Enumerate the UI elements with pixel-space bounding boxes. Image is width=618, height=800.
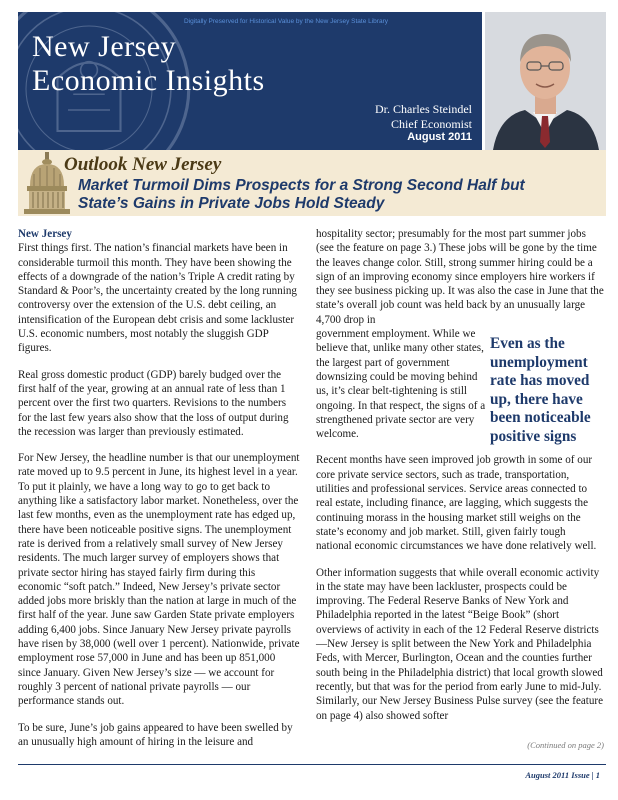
- article-paragraph-narrow: government employment. While we believe that, unlike many other states, the largest part of government downsizing could be moving behind us, it’s clear belt-tightening is still ongoing. In that respect, the signs of a strengthened private sector are very welcome.: [316, 328, 486, 441]
- article-paragraph: Other information suggests that while overall economic activity in the state may have been lackluster, prospects could be improving. The Federal Reserve Banks of New York and Philadelphia reported in the latest “Beige Book” (short overviews of activity in each of the 12 Federal Reserve districts—New Jersey is split between the New York and Philadelphia Feds, with Mercer, Burlington, Ocean and the counties further south being in the Philadelphia district) that local growth slowed recently, but that was for the period from early June to mid-July. Similarly, our New Jersey Business Pulse survey (see the feature on page 4) also showed softer: [316, 566, 604, 722]
- newsletter-title-line-1: New Jersey: [32, 30, 177, 63]
- section-heading: New Jersey: [18, 228, 72, 240]
- outlook-banner: [18, 150, 606, 216]
- footer-issue-label: August 2011 Issue: [525, 770, 590, 780]
- section-kicker: Outlook New Jersey: [64, 154, 222, 175]
- article-paragraph: [316, 227, 604, 327]
- headline-line-2: State’s Gains in Private Jobs Hold Steady: [78, 195, 385, 212]
- article-paragraph: Real gross domestic product (GDP) barely budged over the first half of the year, growing at an annual rate of less than 1 percent over the first two quarters. Revisions to the numbers for the last few years also show that the loss of output during the recession was larger than previously estimated.: [18, 368, 289, 438]
- pull-quote: Even as the unemployment rate has moved up, there have been noticeable positive signs: [490, 335, 591, 445]
- paragraph-text: First things first. The nation’s financial markets have been in considerable turmoil this month. They have been showing the effects of a downgrade of the nation’s Triple A credit rating by Standard & Poor’s, the uncertainty created by the long running controversy over the extension of the U.S. debt ceiling, an intensification of the European debt crisis and some lackluster U.S. economic numbers, most notably the sluggish GDP figures.: [18, 242, 297, 355]
- paragraph-text: hospitality sector; presumably for the most part summer jobs (see the feature on page 3.) These jobs will be gone by the time the leaves change color. Still, strong summer hiring could be a sign of an improving economy since employers hire workers if they see business picking up. It was also the case in June that the state’s overall job count was held back by an unusually large 4,700 drop in: [316, 228, 604, 326]
- headline-line-1: Market Turmoil Dims Prospects for a Strong Second Half but: [78, 177, 525, 194]
- issue-date: August 2011: [407, 131, 472, 143]
- article-left-column: [18, 227, 300, 761]
- page-footer: [525, 770, 600, 780]
- article-paragraph: Recent months have seen improved job growth in some of our core private service sectors, such as trade, transportation, utilities and professional services. Service areas connected to real estate, including finance, are lagging, which suggests the continuing morass in the housing market still weighs on the state’s economy and job market. Still, given fairly tough national economic circumstances we have done relatively well.: [316, 454, 597, 553]
- archive-notice[interactable]: Digitally Preserved for Historical Value by the New Jersey State Library: [184, 18, 388, 25]
- footer-rule: [18, 764, 606, 765]
- portrait-illustration: [485, 12, 606, 150]
- footer-separator: |: [591, 770, 594, 780]
- author-title: Chief Economist: [391, 117, 472, 131]
- article-paragraph: For New Jersey, the headline number is that our unemployment rate moved up to 9.5 percent in June, its highest level in a year. To put it plainly, we have a long way to go to get back to anything like a satisfactory labor market. Nonetheless, over the last few months, even as the unemployment rate has edged up, there have been noticeable positive signs. The unemployment rate is derived from a relatively small survey of New Jersey residents. The much larger survey of employers shows that private sector hiring has stayed fairly firm during this economic “soft patch.” Indeed, New Jersey’s private sector added jobs more briskly than the nation at large in much of the first half of the year. June saw Garden State private employers adding 6,400 jobs. Since January New Jersey private payrolls have risen by 38,000 (well over 1 percent). Nationwide, private employment rose 57,000 in June and has been up 851,000 since January. Given New Jersey’s size — we account for roughly 3 percent of national private payrolls — our performance stands out.: [18, 452, 300, 708]
- page-number: 1: [595, 770, 600, 780]
- article-paragraph: To be sure, June’s job gains appeared to have been swelled by an unusually high amount of hiring in the leisure and: [18, 721, 293, 748]
- masthead-panel: [18, 12, 482, 150]
- continued-note: (Continued on page 2): [527, 740, 604, 750]
- article-paragraph: [18, 227, 300, 356]
- pull-quote-wrap: [316, 327, 604, 453]
- author-portrait: [485, 12, 606, 150]
- newsletter-title-line-2: Economic Insights: [32, 64, 265, 97]
- author-name: Dr. Charles Steindel: [375, 102, 472, 116]
- article-right-column: [316, 227, 604, 735]
- masthead: [18, 12, 606, 150]
